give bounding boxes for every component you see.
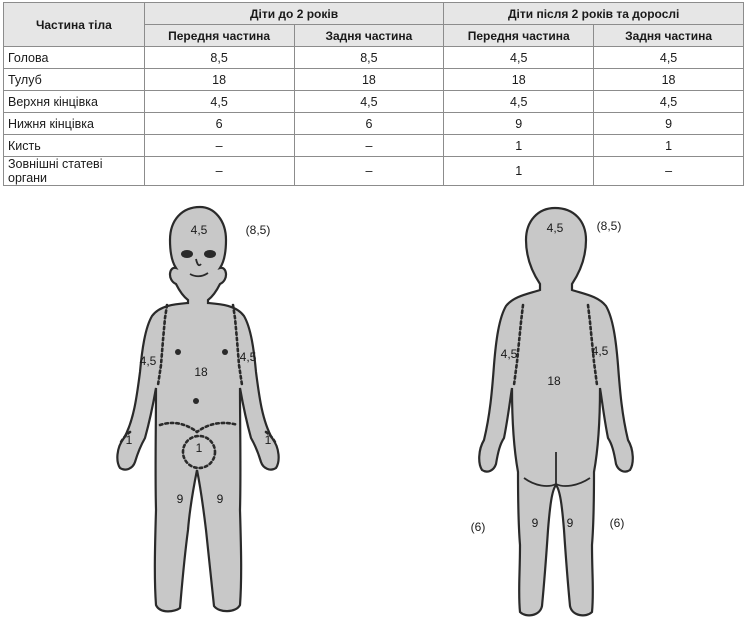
header-child-back: Задня частина (294, 25, 444, 47)
back-right-arm-label: 4,5 (591, 344, 609, 358)
body-diagrams (0, 195, 747, 641)
header-adult-front: Передня частина (444, 25, 594, 47)
back-head-label: 4,5 (546, 221, 564, 235)
table-row (4, 135, 744, 157)
back-head-child-label: (8,5) (596, 219, 622, 233)
cell-child-front: 4,5 (144, 91, 294, 113)
cell-child-back: 6 (294, 113, 444, 135)
front-left-leg-label: 9 (176, 492, 184, 506)
header-body-part: Частина тіла (4, 3, 145, 47)
cell-adult-back: 4,5 (594, 91, 744, 113)
cell-child-front: 18 (144, 69, 294, 91)
cell-child-front: – (144, 157, 294, 186)
cell-adult-front: 4,5 (444, 91, 594, 113)
header-adult-back: Задня частина (594, 25, 744, 47)
back-trunk-label: 18 (547, 374, 561, 388)
front-head-label: 4,5 (190, 223, 208, 237)
row-part: Верхня кінцівка (4, 91, 145, 113)
table-row (4, 113, 744, 135)
cell-adult-front: 1 (444, 157, 594, 186)
front-right-arm-label: 4,5 (239, 350, 257, 364)
back-right-leg-child-label: (6) (609, 516, 625, 530)
table-row (4, 47, 744, 69)
table-row (4, 91, 744, 113)
front-left-nipple (175, 349, 181, 355)
row-part: Зовнішні статеві органи (4, 157, 145, 186)
back-left-leg-child-label: (6) (470, 520, 486, 534)
front-right-hand-label: 1 (264, 433, 272, 447)
back-left-leg-label: 9 (531, 516, 539, 530)
left-eye (181, 250, 193, 258)
front-body-silhouette (117, 207, 278, 611)
cell-adult-front: 9 (444, 113, 594, 135)
header-children-under-2: Діти до 2 років (144, 3, 444, 25)
back-right-leg-label: 9 (566, 516, 574, 530)
cell-child-back: 8,5 (294, 47, 444, 69)
cell-child-front: – (144, 135, 294, 157)
cell-child-back: 18 (294, 69, 444, 91)
front-genitals-label: 1 (195, 441, 203, 455)
back-left-arm-label: 4,5 (500, 347, 518, 361)
cell-child-back: 4,5 (294, 91, 444, 113)
cell-adult-front: 4,5 (444, 47, 594, 69)
row-part: Кисть (4, 135, 145, 157)
front-right-nipple (222, 349, 228, 355)
table-row (4, 69, 744, 91)
back-body-silhouette (479, 208, 633, 615)
cell-adult-back: 18 (594, 69, 744, 91)
front-left-hand-label: 1 (125, 433, 133, 447)
navel (193, 398, 199, 404)
burn-area-table (3, 2, 744, 186)
header-child-front: Передня частина (144, 25, 294, 47)
cell-adult-back: 1 (594, 135, 744, 157)
front-trunk-label: 18 (194, 365, 208, 379)
cell-adult-front: 1 (444, 135, 594, 157)
cell-child-front: 8,5 (144, 47, 294, 69)
cell-child-back: – (294, 135, 444, 157)
front-body-figure (117, 207, 278, 611)
front-left-arm-label: 4,5 (139, 354, 157, 368)
cell-adult-front: 18 (444, 69, 594, 91)
back-body-figure (471, 208, 633, 615)
header-children-over-2-adults: Діти після 2 років та дорослі (444, 3, 744, 25)
table-row (4, 157, 744, 186)
row-part: Голова (4, 47, 145, 69)
cell-child-front: 6 (144, 113, 294, 135)
cell-adult-back: 4,5 (594, 47, 744, 69)
cell-adult-back: 9 (594, 113, 744, 135)
right-eye (204, 250, 216, 258)
row-part: Нижня кінцівка (4, 113, 145, 135)
cell-adult-back: – (594, 157, 744, 186)
front-right-leg-label: 9 (216, 492, 224, 506)
row-part: Тулуб (4, 69, 145, 91)
cell-child-back: – (294, 157, 444, 186)
front-head-child-label: (8,5) (245, 223, 271, 237)
